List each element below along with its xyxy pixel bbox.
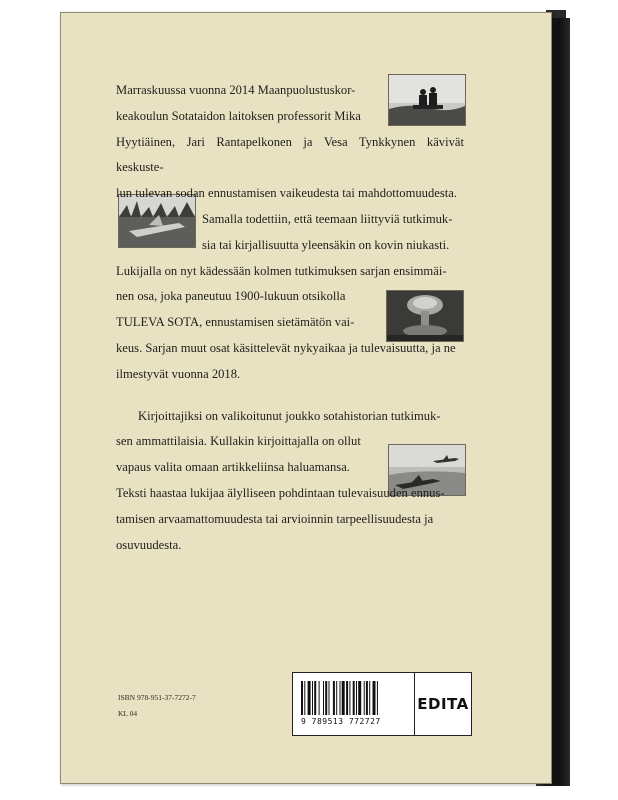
library-class: KL 04 <box>118 709 138 718</box>
barcode-bar <box>353 681 355 715</box>
isbn-number: ISBN 978-951-37-7272-7 <box>118 693 196 702</box>
text-line: Samalla todettiin, että teemaan liittyviä tutkimuk- <box>202 211 453 226</box>
barcode-bar <box>329 681 330 715</box>
barcode-bar <box>356 681 357 715</box>
barcode-bar <box>377 681 378 715</box>
barcode-bar <box>342 681 345 715</box>
text-line: Hyytiäinen, Jari Rantapelkonen ja Vesa Tynkkynen kävivät keskuste- <box>116 134 464 175</box>
barcode-bar <box>340 681 341 715</box>
barcode-bar <box>364 681 365 715</box>
barcode-bar <box>333 681 335 715</box>
barcode-bar <box>314 681 316 715</box>
barcode-bar <box>323 681 324 715</box>
text-line: keus. Sarjan muut osat käsittelevät nykyaikaa ja tulevaisuutta, ja ne <box>116 340 456 355</box>
barcode-bar <box>349 681 350 715</box>
barcode-bar <box>373 681 376 715</box>
barcode-panel <box>292 672 472 736</box>
text-line: TULEVA SOTA, ennustamisen sietämätön vai- <box>116 315 355 330</box>
barcode-bar <box>325 681 327 715</box>
barcode-bar <box>312 681 313 715</box>
barcode-bar <box>301 681 303 715</box>
text-line: Lukijalla on nyt kädessään kolmen tutkimuksen sarjan ensimmäi- <box>116 263 447 278</box>
barcode-digits: 9 789513 772727 <box>301 717 381 726</box>
barcode-bar <box>304 681 305 715</box>
text-line: osuvuudesta. <box>116 537 182 552</box>
text-line: Kirjoittajiksi on valikoitunut joukko sotahistorian tutkimuk- <box>138 408 441 423</box>
text-line: sen ammattilaisia. Kullakin kirjoittajalla on ollut <box>116 434 361 449</box>
text-line: Teksti haastaa lukijaa älylliseen pohdintaan tulevaisuuden ennus- <box>116 485 445 500</box>
barcode-bar <box>369 681 370 715</box>
barcode-bar <box>336 681 337 715</box>
text-line: lun tulevan sodan ennustamisen vaikeudesta tai mahdottomuudesta. <box>116 186 458 201</box>
barcode-bar <box>319 681 320 715</box>
barcode-bar <box>358 681 361 715</box>
text-line: keakoulun Sotataidon laitoksen professorit Mika <box>116 108 361 123</box>
text-line: Marraskuussa vuonna 2014 Maanpuolustuskor- <box>116 83 356 97</box>
text-line: nen osa, joka paneutuu 1900-lukuun otsikolla <box>116 289 346 304</box>
text-line: tamisen arvaamattomuudesta tai arvioinnin tarpeellisuudesta ja <box>116 511 434 526</box>
paragraph-2 <box>116 404 464 559</box>
back-cover-blurb <box>116 78 464 558</box>
text-line: vapaus valita omaan artikkeliinsa haluamansa. <box>116 460 350 475</box>
text-line: sia tai kirjallisuutta yleensäkin on kovin niukasti. <box>202 237 450 252</box>
barcode-bar <box>308 681 311 715</box>
barcode-bars <box>301 681 407 715</box>
paragraph-1 <box>116 78 464 388</box>
isbn-info <box>118 690 196 722</box>
barcode-bar <box>346 681 348 715</box>
barcode-bar <box>366 681 368 715</box>
publisher-logo: EDITA <box>414 673 471 735</box>
text-line: ilmestyvät vuonna 2018. <box>116 366 241 381</box>
